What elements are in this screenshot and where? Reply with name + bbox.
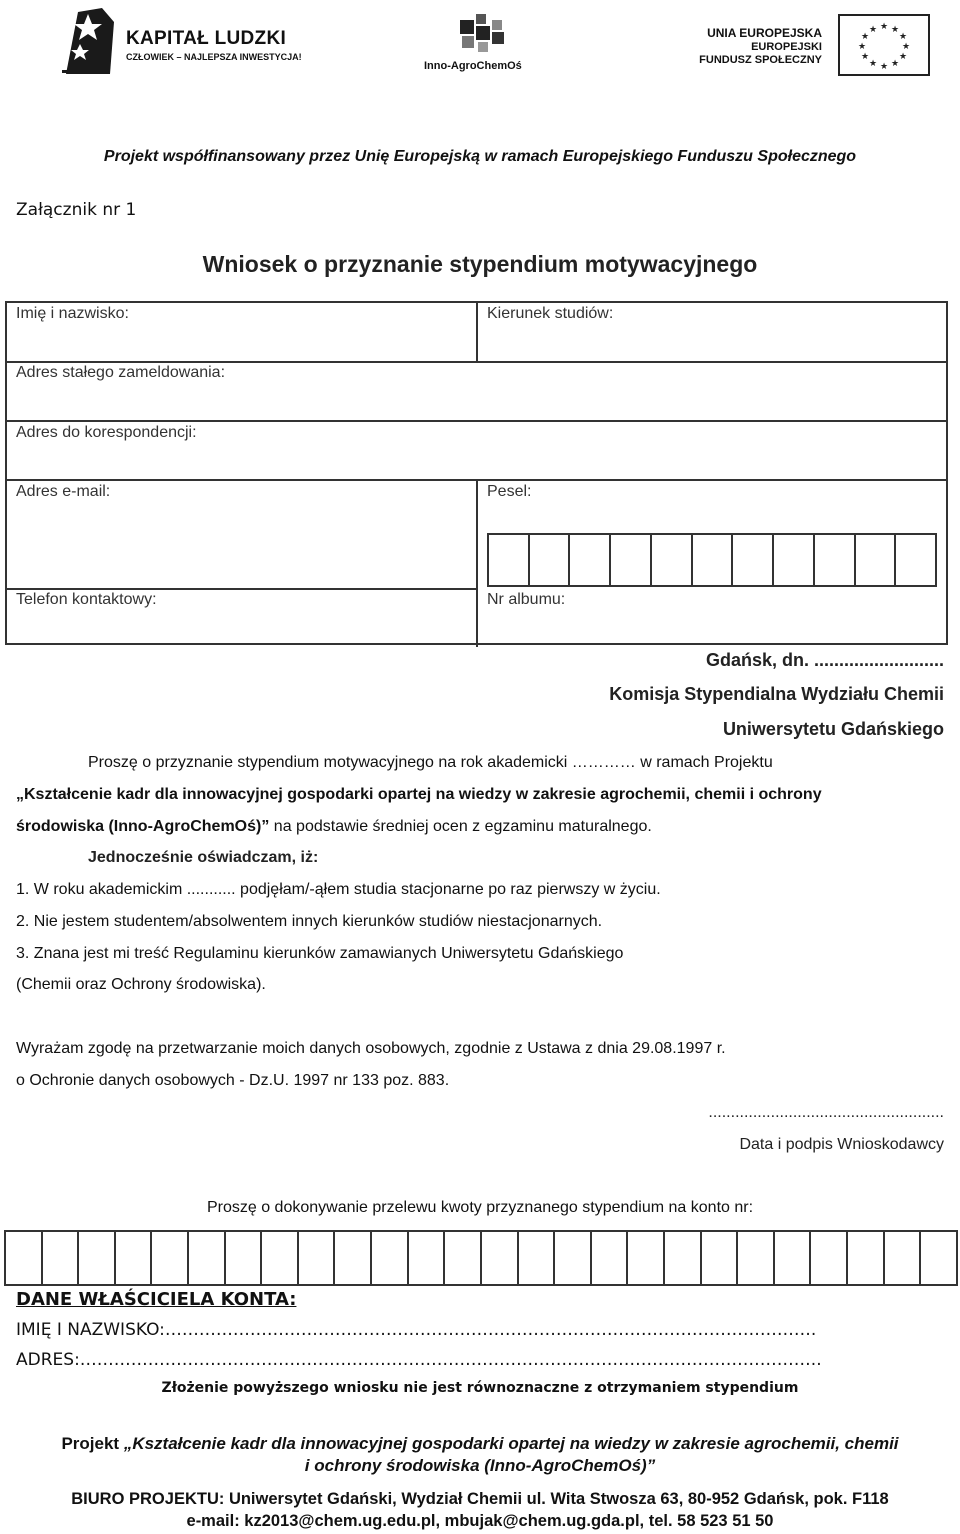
consent-line-2: o Ochronie danych osobowych - Dz.U. 1997 nr 133 poz. 883.: [16, 1072, 450, 1089]
footer-office-address: BIURO PROJEKTU: Uniwersytet Gdański, Wydział Chemii ul. Wita Stwosza 63, 80-952 Gdańsk, pok. F118: [71, 1490, 889, 1508]
owner-address-line[interactable]: ADRES:…………………………………………………………………………………………………………………..: [16, 1350, 822, 1370]
kapital-ludzki-title: KAPITAŁ LUDZKI: [126, 28, 287, 49]
request-line-3: [16, 818, 652, 836]
pesel-label: Pesel:: [487, 483, 532, 500]
email-field[interactable]: Adres e-mail:: [16, 483, 111, 500]
svg-text:★: ★: [898, 52, 908, 62]
eu-text-3: FUNDUSZ SPOŁECZNY: [699, 54, 822, 66]
disclaimer: Złożenie powyższego wniosku nie jest równoznaczne z otrzymaniem stypendium: [161, 1380, 799, 1396]
svg-text:★: ★: [868, 25, 878, 35]
svg-text:★: ★: [901, 42, 911, 52]
form-divider: [476, 303, 478, 361]
eu-text-2: EUROPEJSKI: [751, 41, 822, 53]
svg-text:★: ★: [898, 32, 908, 42]
owner-name-line[interactable]: IMIĘ I NAZWISKO:…………………………………………………………………………………………………….: [16, 1320, 817, 1340]
eu-logo: [700, 14, 930, 76]
committee-line-1: Komisja Stypendialna Wydziału Chemii: [609, 684, 944, 704]
pesel-boxes[interactable]: [487, 533, 937, 587]
attachment-label: Załącznik nr 1: [16, 200, 137, 220]
applicant-form: [5, 301, 948, 645]
signature-label: Data i podpis Wnioskodawcy: [739, 1136, 944, 1153]
account-owner-heading: DANE WŁAŚCICIELA KONTA:: [16, 1289, 297, 1310]
account-number-boxes[interactable]: [4, 1230, 958, 1286]
signature-line[interactable]: .....................................................: [708, 1104, 944, 1121]
svg-text:★: ★: [860, 52, 870, 62]
request-line-3-rest: na podstawie średniej ocen z egzaminu maturalnego.: [269, 818, 652, 835]
eu-flag-icon: [838, 14, 930, 76]
field-of-study-field[interactable]: Kierunek studiów:: [487, 305, 614, 322]
form-divider: [7, 420, 946, 422]
svg-text:★: ★: [860, 32, 870, 42]
declaration-point-3-cont: (Chemii oraz Ochrony środowiska).: [16, 976, 266, 993]
svg-text:★: ★: [890, 25, 900, 35]
inno-squares-icon: [460, 14, 540, 58]
svg-text:★: ★: [879, 22, 889, 32]
consent-line-1: Wyrażam zgodę na przetwarzanie moich danych osobowych, zgodnie z Ustawa z dnia 29.08.1997 r.: [16, 1040, 726, 1057]
permanent-address-field[interactable]: Adres stałego zameldowania:: [16, 364, 226, 381]
correspondence-address-field[interactable]: Adres do korespondencji:: [16, 424, 197, 441]
album-number-field[interactable]: Nr albumu:: [487, 591, 566, 608]
committee-line-2: Uniwersytetu Gdańskiego: [722, 719, 944, 739]
eu-text-1: UNIA EUROPEJSKA: [707, 26, 822, 40]
kapital-ludzki-slogan: CZŁOWIEK – NAJLEPSZA INWESTYCJA!: [126, 52, 302, 62]
svg-text:★: ★: [890, 59, 900, 69]
footer-project-name-1: „Kształcenie kadr dla innowacyjnej gospodarki opartej na wiedzy w zakresie agrochemii, chemii: [123, 1434, 899, 1453]
form-divider: [7, 361, 946, 363]
transfer-request: Proszę o dokonywanie przelewu kwoty przyznanego stypendium na konto nr:: [206, 1199, 754, 1216]
place-date: Gdańsk, dn. ..........................: [705, 650, 944, 670]
declaration-heading: Jednocześnie oświadczam, iż:: [88, 849, 319, 866]
project-name: „Kształcenie kadr dla innowacyjnej gospodarki opartej na wiedzy w zakresie agrochemii, chemii i ochrony: [16, 786, 822, 803]
svg-text:★: ★: [879, 62, 889, 72]
name-field[interactable]: Imię i nazwisko:: [16, 305, 129, 322]
cofinancing-note: Projekt współfinansowany przez Unię Europejską w ramach Europejskiego Funduszu Społecznego: [103, 148, 857, 165]
kapital-ludzki-emblem-icon: [58, 4, 122, 82]
project-name-end: środowiska (Inno-AgroChemOś)”: [16, 818, 270, 835]
declaration-point-1: 1. W roku akademickim ........... podjęłam/-ąłem studia stacjonarne po raz pierwszy w życiu.: [16, 881, 661, 898]
request-text: Proszę o przyznanie stypendium motywacyjnego na rok akademicki ………… w ramach Projektu: [88, 754, 773, 771]
declaration-point-3: 3. Znana jest mi treść Regulaminu kierunków zamawianych Uniwersytetu Gdańskiego: [16, 945, 624, 962]
kapital-ludzki-logo: [58, 4, 308, 84]
footer-office: [0, 1488, 960, 1532]
footer-project-name-2: i ochrony środowiska (Inno-AgroChemOś)”: [304, 1456, 656, 1475]
form-divider: [7, 588, 478, 590]
phone-field[interactable]: Telefon kontaktowy:: [16, 591, 157, 608]
inno-agrochemos-text: Inno-AgroChemOś: [424, 60, 522, 72]
footer-project-prefix: Projekt: [61, 1434, 124, 1453]
footer-contact: e-mail: kz2013@chem.ug.edu.pl, mbujak@chem.ug.gda.pl, tel. 58 523 51 50: [186, 1512, 774, 1530]
inno-agrochemos-logo: [424, 14, 539, 76]
document-title: Wniosek o przyznanie stypendium motywacyjnego: [202, 251, 758, 277]
svg-text:★: ★: [868, 59, 878, 69]
declaration-point-2: 2. Nie jestem studentem/absolwentem innych kierunków studiów niestacjonarnych.: [16, 913, 603, 930]
svg-text:★: ★: [857, 42, 867, 52]
footer-project: [0, 1433, 960, 1477]
form-divider: [476, 479, 478, 647]
